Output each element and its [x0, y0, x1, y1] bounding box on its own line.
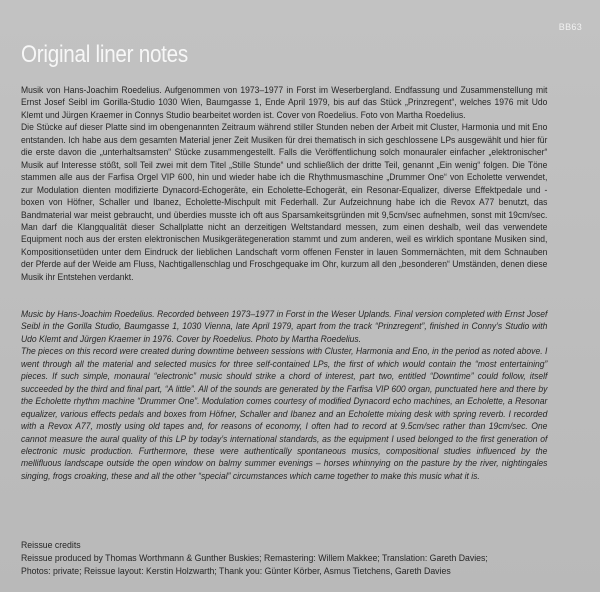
german-credits-paragraph: Musik von Hans-Joachim Roedelius. Aufgenommen von 1973–1977 in Forst im Weserbergland. Endfassung und Zusammenstellung mit Ernst Josef Seibl im Gorilla-Studio 1030 Wien, Baumgasse 1, Ende April 1979, bis auf das Stück „Prinzregent“, welches 1976 mit Udo Klemt und Jürgen Kraemer in Connys Studio bearbeitet worden ist. Cover von Roedelius. Foto von Martha Roedelius. [21, 85, 548, 120]
english-notes [21, 308, 547, 482]
english-credits-paragraph: Music by Hans-Joachim Roedelius. Recorded between 1973–1977 in Forst in the Weser Uplands. Final version completed with Ernst Josef Seibl in the Gorilla Studio, Baumgasse 1, 1030 Vienna, late April 1979, apart from the track “Prinzregent”, finished in Conny’s Studio with Udo Klemt and Jürgen Kraemer in 1976. Cover by Roedelius. Photo by Martha Roedelius. [21, 309, 548, 344]
english-body-paragraph: The pieces on this record were created during downtime between sessions with Cluster, Harmonia and Eno, in the period as noted above. I went through all the material and selected musics for three self-contained LPs, the first of which would contain the “most entertaining” pieces. If such simple, monaural “electronic” music should strike a chord of interest, part two, entitled “Downtime” could follow, itself succeeded by the third and final part, “A little”. All of the sounds are generated by the Farfisa VIP 600 organ, punctuated here and there by the Echolette rhythm machine “Drummer One”. Modulation comes courtesy of modified Dynacord echo machines, an Echolette, a Resonar equalizer, various effects pedals and boxes from Höfner, Schaller and Ibanez and an Echolette mixing desk with spring reverb. I recorded with a Revox A77, mostly using old tapes and, for reasons of economy, I often had to record at 9.5cm/sec rather than 19cm/sec. One cannot measure the aural quality of this LP by today’s international standards, as the equipment I used belonged to the first generation of electronic music production. Furthermore, these were authentically spontaneous musics, compositional studies influenced by the mellifluous landscape outside the open window on balmy summer evenings – horses whinnying on the pasture by the river, nightingales singing, frogs croaking, these and all the other “special” circumstances which came together to make this music what it is. [21, 346, 548, 481]
german-body-paragraph: Die Stücke auf dieser Platte sind im obengenannten Zeitraum während stiller Stunden neben der Arbeit mit Cluster, Harmonia und mit Eno entstanden. Ich habe aus dem gesamten Material jener Zeit Musiken für drei thematisch in sich geschlossene LPs ausgewählt und hier für die erste davon die „unterhaltsamsten“ Stücke zusammengestellt. Falls die Veröffentlichung solch monauraler einfacher „elektronischer“ Musik auf Interesse stößt, soll Teil zwei mit dem Titel „Stille Stunde“ und schließlich der dritte Teil, genannt „Ein wenig“ folgen. Die Töne stammen alle aus der Farfisa Orgel VIP 600, hin und wieder habe ich die Rhythmusmaschine „Drummer One“ von Echolette verwendet, zur Modulation dienten modifizierte Dynacord-Echogeräte, ein Echolette-Echogerät, ein Resonar-Equalizer, diverse Effektpedale und -boxen von Höfner, Schaller und Ibanez, Echolette-Mischpult mit Federhall. Zur Aufzeichnung habe ich die Revox A77 benutzt, das Bandmaterial war meist gebraucht, und überdies musste ich oft aus Sparsamkeitsgründen mit 9,5cm/sec aufnehmen, sonst mit 19cm/sec. Man darf die Klangqualität dieser Schallplatte nicht an derzeitigen Weltstandard messen, zum einen deshalb, weil das verwendete Equipment noch aus der ersten elektronischen Musikgerätegeneration stammt und zum anderen, weil es wirklich spontane Musiken sind, Kompositionsetüden unter dem Eindruck der lieblichen Landschaft vorm offenen Fenster in lauen Sommernächten, mit dem Schnauben der Pferde auf der Weide am Fluss, Nachtigallenschlag und Froschgequake im Ohr, kurzum all den „besonderen“ Umständen, denen diese Musik ihr Entstehen verdankt. [21, 122, 548, 282]
german-notes [21, 84, 547, 283]
catalog-number: BB63 [558, 22, 582, 32]
page-title: Original liner notes [21, 41, 188, 68]
reissue-line-2: Photos: private; Reissue layout: Kerstin Holzwarth; Thank you: Günter Körber, Asmus Tietchens, Gareth Davies [21, 565, 451, 576]
reissue-credits [21, 538, 547, 577]
reissue-heading: Reissue credits [21, 539, 81, 550]
reissue-line-1: Reissue produced by Thomas Worthmann & Gunther Buskies; Remastering: Willem Makkee; Translation: Gareth Davies; [21, 552, 488, 563]
